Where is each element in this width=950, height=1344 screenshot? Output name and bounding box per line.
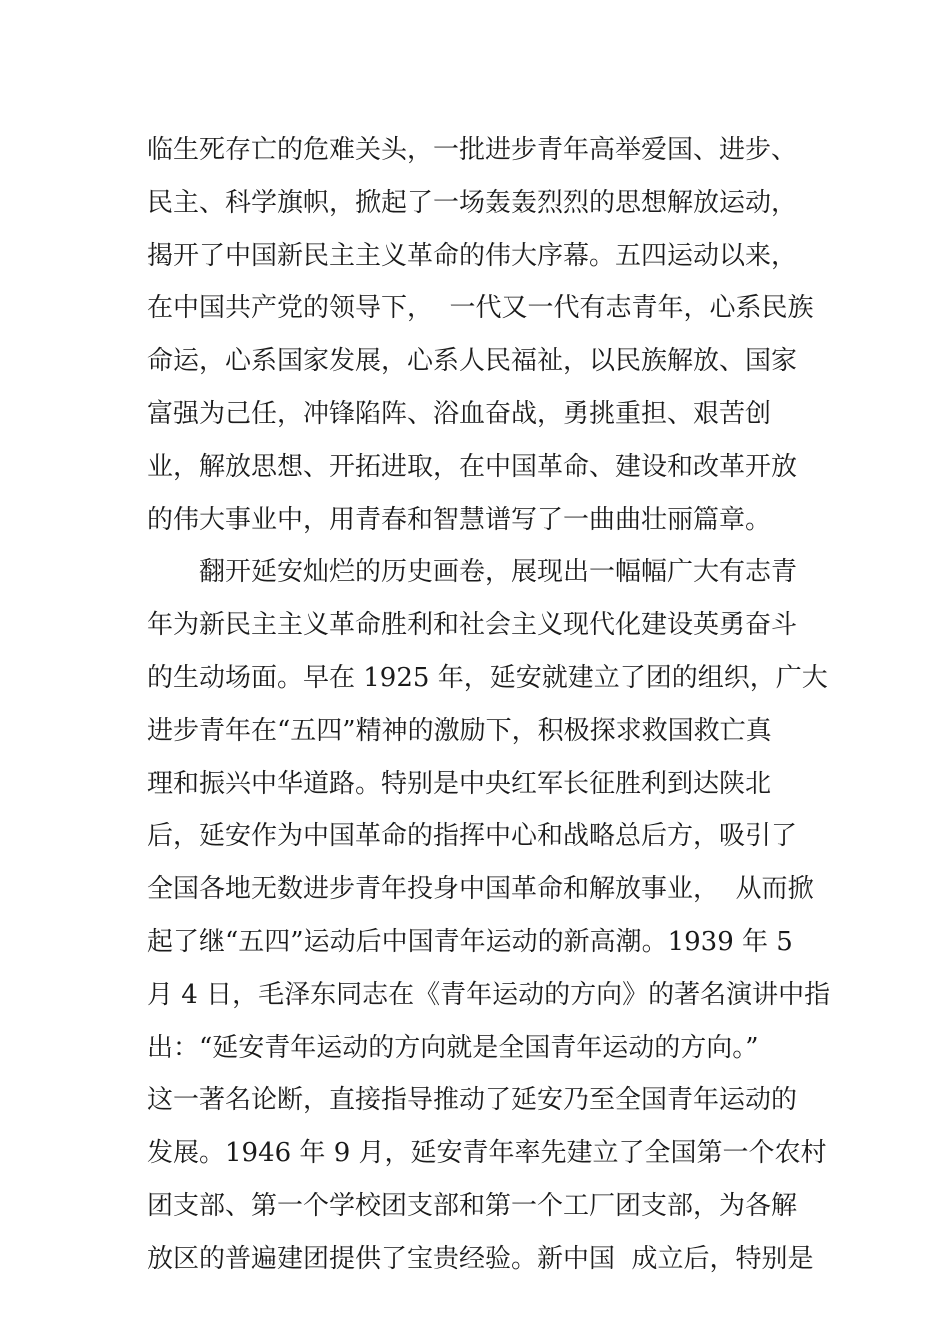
text-line: 放区的普遍建团提供了宝贵经验。新中国 成立后，特别是 [147, 1243, 814, 1274]
text-line: 全国各地无数进步青年投身中国革命和解放事业， 从而掀 [147, 874, 814, 905]
text-line: 富强为己任，冲锋陷阵、浴血奋战，勇挑重担、艰苦创 [147, 398, 772, 429]
text-line: 年为新民主主义革命胜利和社会主义现代化建设英勇奋斗 [147, 610, 798, 641]
text-line: 出：“延安青年运动的方向就是全国青年运动的方向。” [147, 1032, 759, 1063]
text-line: 命运，心系国家发展，心系人民福祉，以民族解放、国家 [147, 346, 798, 377]
text-line: 团支部、第一个学校团支部和第一个工厂团支部，为各解 [147, 1190, 798, 1221]
text-line: 的生动场面。早在 1925 年，延安就建立了团的组织，广大 [147, 662, 828, 693]
text-line: 临生死存亡的危难关头，一批进步青年高举爱国、进步、 [147, 135, 798, 165]
body-text [147, 124, 831, 1286]
paragraph-start-line: 翻开延安灿烂的历史画卷，展现出一幅幅广大有志青 [199, 557, 798, 588]
text-line: 后，延安作为中国革命的指挥中心和战略总后方，吸引了 [147, 821, 798, 852]
text-line: 在中国共产党的领导下， 一代又一代有志青年，心系民族 [147, 293, 814, 324]
text-line: 业，解放思想、开拓进取，在中国革命、建设和改革开放 [147, 451, 798, 482]
text-line: 的伟大事业中，用青春和智慧谱写了一曲曲壮丽篇章。 [147, 504, 772, 535]
text-line: 起了继“五四”运动后中国青年运动的新高潮。1939 年 5 [147, 926, 793, 957]
text-line: 这一著名论断，直接指导推动了延安乃至全国青年运动的 [147, 1085, 798, 1116]
text-line: 月 4 日，毛泽东同志在《青年运动的方向》的著名演讲中指 [147, 979, 831, 1010]
text-line: 揭开了中国新民主主义革命的伟大序幕。五四运动以来， [147, 240, 798, 271]
text-line: 理和振兴中华道路。特别是中央红军长征胜利到达陕北 [147, 768, 772, 799]
text-line: 民主、科学旗帜，掀起了一场轰轰烈烈的思想解放运动， [147, 187, 798, 218]
text-line: 进步青年在“五四”精神的激励下，积极探求救国救亡真 [147, 715, 772, 746]
text-line: 发展。1946 年 9 月，延安青年率先建立了全国第一个农村 [147, 1138, 827, 1169]
